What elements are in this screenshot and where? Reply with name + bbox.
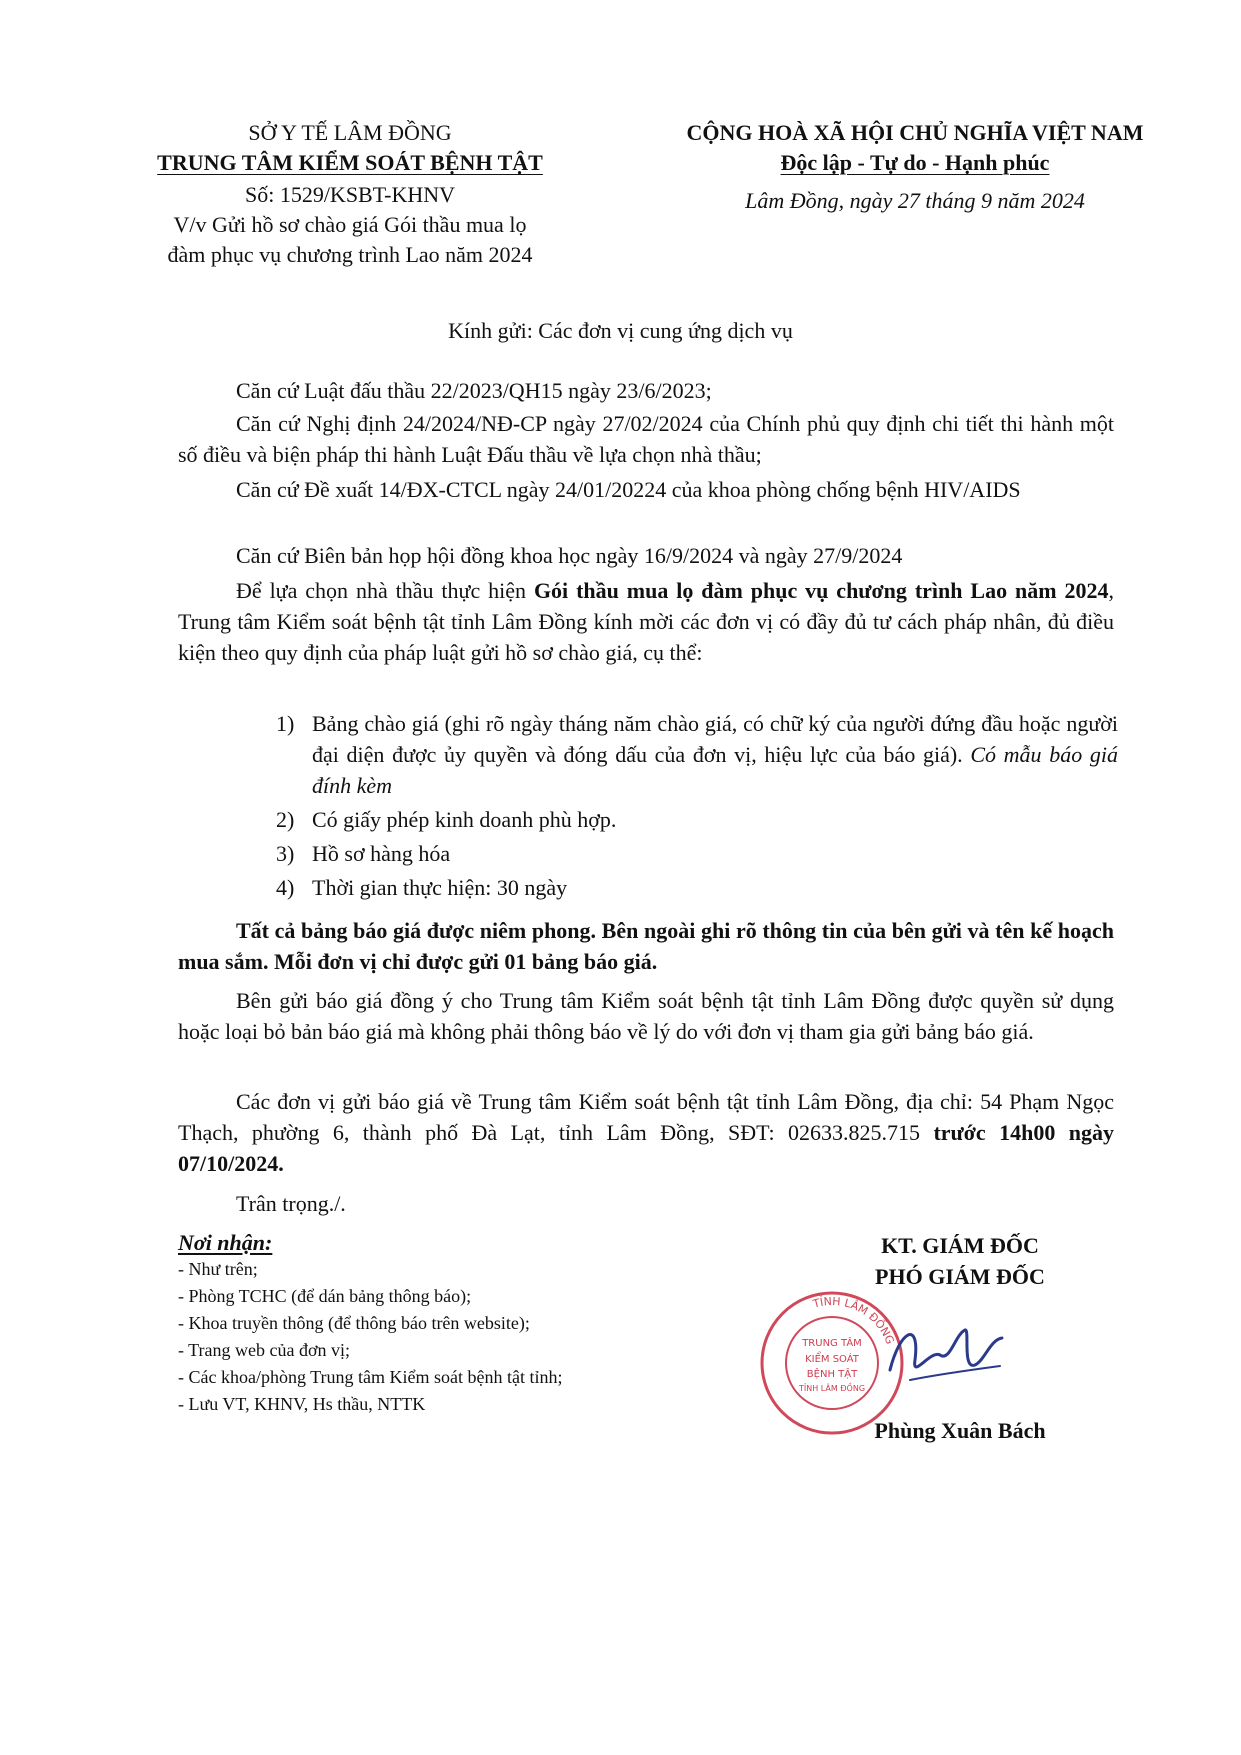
stamp-line-4: TỈNH LÂM ĐỒNG <box>798 1384 866 1393</box>
intro-paragraph <box>178 575 1114 668</box>
recipient-item: - Trang web của đơn vị; <box>178 1340 351 1360</box>
recipient-line: Kính gửi: Các đơn vị cung ứng dịch vụ <box>448 318 793 343</box>
national-motto: Độc lập - Tự do - Hạnh phúc <box>780 150 1050 175</box>
subject-line-1: V/v Gửi hồ sơ chào giá Gói thầu mua lọ <box>173 212 527 237</box>
list-text: Thời gian thực hiện: 30 ngày <box>312 875 568 900</box>
signer-name: Phùng Xuân Bách <box>874 1418 1046 1443</box>
recipient-item: - Lưu VT, KHNV, Hs thầu, NTTK <box>178 1394 426 1414</box>
document-number: Số: 1529/KSBT-KHNV <box>244 182 456 207</box>
list-item <box>276 872 1118 903</box>
list-text: Bảng chào giá (ghi rõ ngày tháng năm chào giá, có chữ ký của người đứng đầu hoặc người đại diện được ủy quyền và đóng dấu của đơn vị, hiệu lực của báo giá). <box>312 711 1118 767</box>
list-item <box>276 838 1118 869</box>
list-number: 1) <box>276 711 295 736</box>
list-text: Có giấy phép kinh doanh phù hợp. <box>312 807 617 832</box>
national-header <box>635 118 1195 216</box>
package-name: Gói thầu mua lọ đàm phục vụ chương trình Lao năm 2024 <box>533 578 1109 603</box>
stamp-line-1: TRUNG TÂM <box>802 1338 862 1349</box>
recipients-title: Nơi nhận: <box>178 1230 273 1255</box>
department-name: SỞ Y TẾ LÂM ĐỒNG <box>248 120 452 145</box>
stamp-line-2: KIỂM SOÁT <box>805 1354 859 1365</box>
recipient-item: - Khoa truyền thông (để thông báo trên website); <box>178 1313 530 1333</box>
list-number: 3) <box>276 841 295 866</box>
recipient-item: - Phòng TCHC (để dán bảng thông báo); <box>178 1286 472 1306</box>
submission-deadline: trước 14h00 ngày 07/10/2024. <box>178 1120 1114 1176</box>
list-item <box>276 708 1118 801</box>
signer-role-1: KT. GIÁM ĐỐC <box>881 1233 1039 1258</box>
intro-text-2: , Trung tâm Kiểm soát bệnh tật tỉnh Lâm Đồng kính mời các đơn vị có đầy đủ tư cách pháp nhân, đủ điều kiện theo quy định của pháp luật gửi hồ sơ chào giá, cụ thể: <box>178 578 1114 665</box>
recipient-item: - Các khoa/phòng Trung tâm Kiểm soát bệnh tật tỉnh; <box>178 1367 563 1387</box>
list-number: 2) <box>276 807 295 832</box>
organization-name: TRUNG TÂM KIỂM SOÁT BỆNH TẬT <box>157 150 543 175</box>
basis-4: Căn cứ Biên bản họp hội đồng khoa học ngày 16/9/2024 và ngày 27/9/2024 <box>236 543 903 568</box>
nation-title: CỘNG HOÀ XÃ HỘI CHỦ NGHĨA VIỆT NAM <box>686 120 1144 145</box>
basis-1: Căn cứ Luật đấu thầu 22/2023/QH15 ngày 23/6/2023; <box>236 378 712 403</box>
list-item <box>276 804 1118 835</box>
basis-2: Căn cứ Nghị định 24/2024/NĐ-CP ngày 27/02/2024 của Chính phủ quy định chi tiết thi hành một số điều và biện pháp thi hành Luật Đấu thầu về lựa chọn nhà thầu; <box>178 411 1114 467</box>
consent-paragraph: Bên gửi báo giá đồng ý cho Trung tâm Kiểm soát bệnh tật tỉnh Lâm Đồng được quyền sử dụng hoặc loại bỏ bản báo giá mà không phải thông báo về lý do với đơn vị tham gia gửi bảng báo giá. <box>178 988 1114 1044</box>
closing-line: Trân trọng./. <box>236 1191 346 1216</box>
basis-3: Căn cứ Đề xuất 14/ĐX-CTCL ngày 24/01/20224 của khoa phòng chống bệnh HIV/AIDS <box>236 477 1021 502</box>
issuer-header <box>100 118 600 270</box>
handwritten-signature-icon <box>870 1300 1010 1400</box>
list-number: 4) <box>276 875 295 900</box>
requirements-list <box>276 708 1118 903</box>
recipients-block <box>178 1230 698 1418</box>
subject-line-2: đàm phục vụ chương trình Lao năm 2024 <box>167 242 533 267</box>
recipient-item: - Như trên; <box>178 1259 258 1279</box>
submission-paragraph <box>178 1086 1114 1179</box>
intro-text-1: Để lựa chọn nhà thầu thực hiện <box>236 578 534 603</box>
list-note: Có mẫu báo giá đính kèm <box>312 742 1118 798</box>
stamp-ring-text: TỈNH LÂM ĐỒNG <box>811 1294 897 1347</box>
sealed-notice: Tất cả bảng báo giá được niêm phong. Bên ngoài ghi rõ thông tin của bên gửi và tên kế hoạch mua sắm. Mỗi đơn vị chỉ được gửi 01 bảng báo giá. <box>178 918 1114 974</box>
list-text: Hồ sơ hàng hóa <box>312 841 451 866</box>
submission-text: Các đơn vị gửi báo giá về Trung tâm Kiểm soát bệnh tật tỉnh Lâm Đồng, địa chỉ: 54 Phạm Ngọc Thạch, phường 6, thành phố Đà Lạt, tỉnh Lâm Đồng, SĐT: 02633.825.715 <box>178 1089 1114 1145</box>
place-date: Lâm Đồng, ngày 27 tháng 9 năm 2024 <box>745 188 1085 213</box>
stamp-line-3: BỆNH TẬT <box>806 1369 858 1380</box>
signer-role-2: PHÓ GIÁM ĐỐC <box>875 1264 1045 1289</box>
